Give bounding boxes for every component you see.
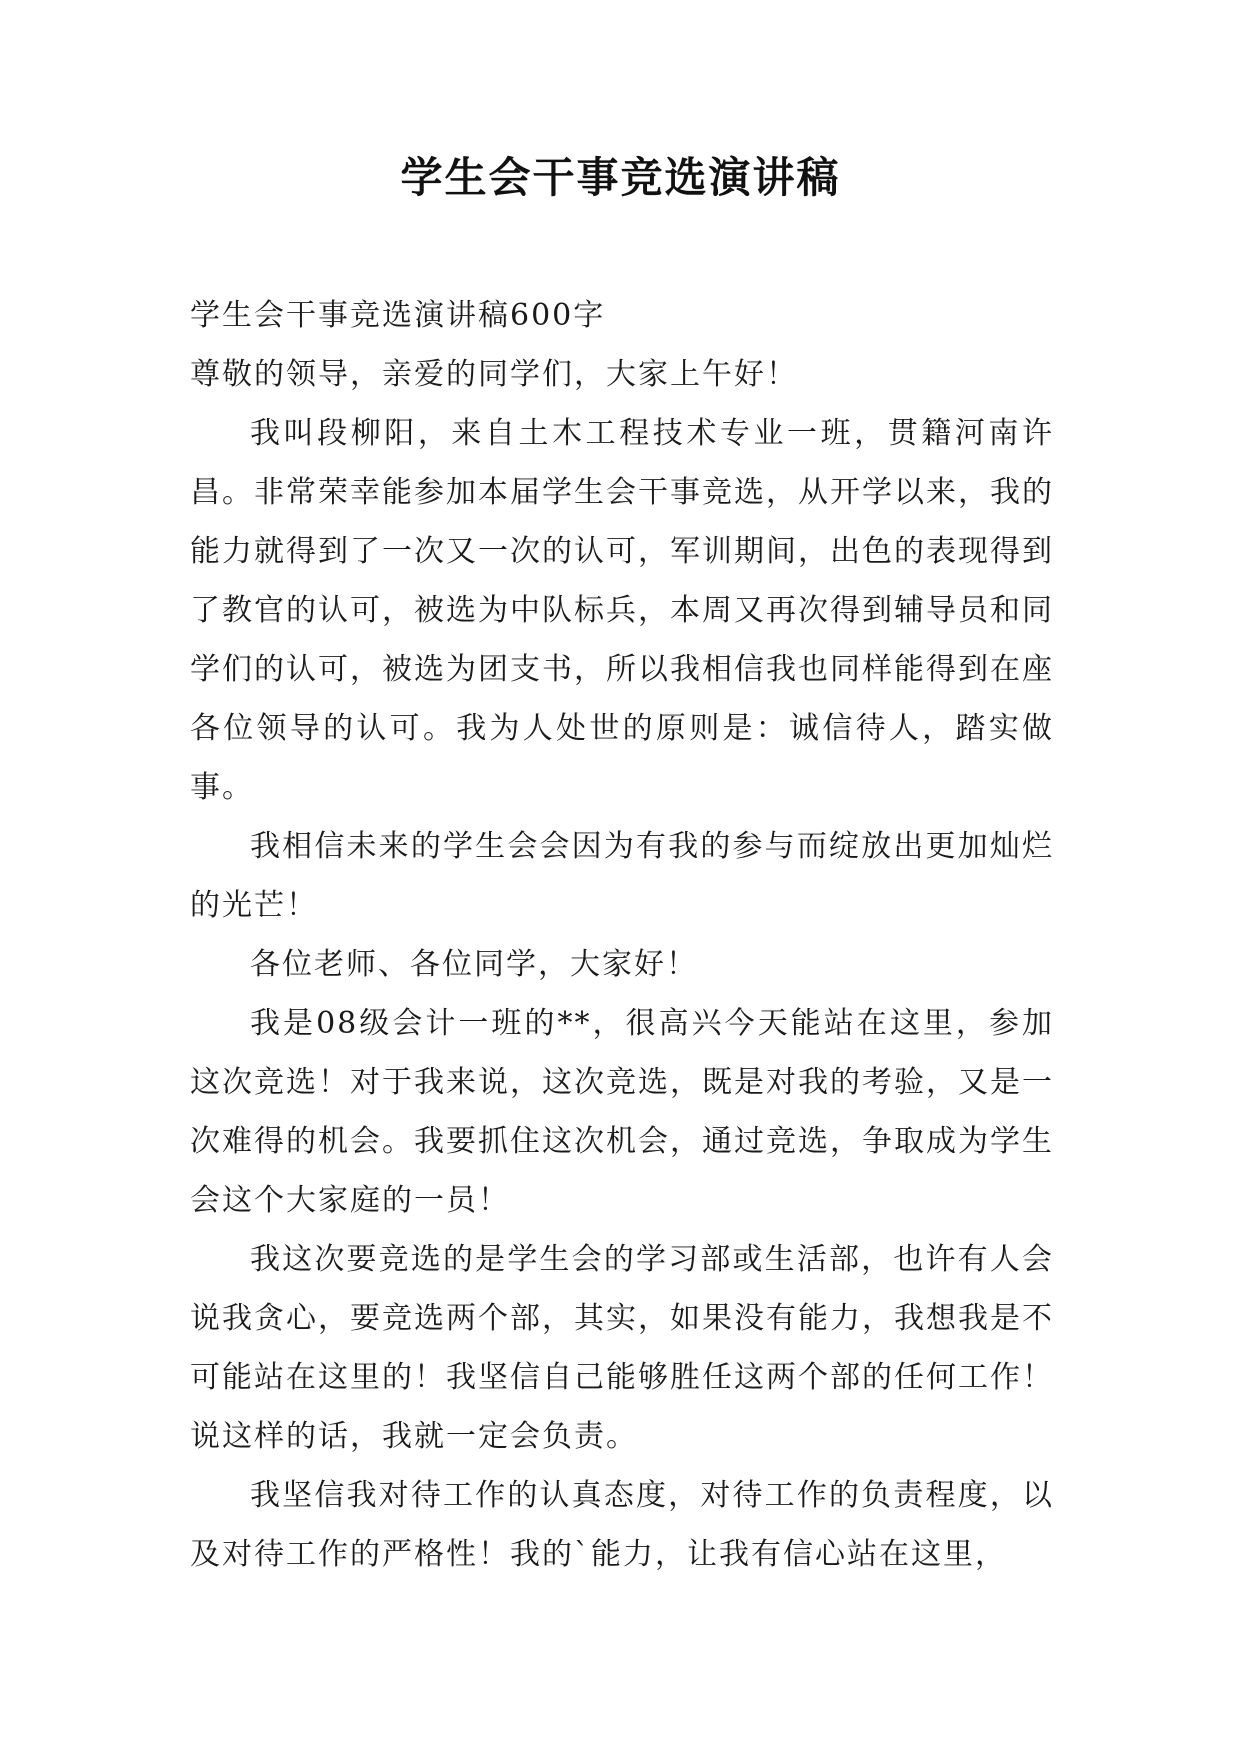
paragraph: 学生会干事竞选演讲稿600字 [190,298,606,333]
paragraph: 各位老师、各位同学，大家好！ [250,947,698,982]
document-title: 学生会干事竞选演讲稿 [400,153,841,202]
paragraph: 我叫段柳阳，来自土木工程技术专业一班，贯籍河南许昌。非常荣幸能参加本届学生会干事竞选，从开学以来，我的能力就得到了一次又一次的认可，军训期间，出色的表现得到了教官的认可，被选为中队标兵，本周又再次得到辅导员和同学们的认可，被选为团支书，所以我相信我也同样能得到在座各位领导的认可。我为人处世的原则是：诚信待人，踏实做事。 [190,416,1054,805]
document-body [190,286,1054,1584]
paragraph: 我坚信我对待工作的认真态度，对待工作的负责程度，以及对待工作的严格性！我的`能力，让我有信心站在这里， [190,1478,1054,1572]
paragraph: 我是08级会计一班的**，很高兴今天能站在这里，参加这次竞选！对于我来说，这次竞选，既是对我的考验，又是一次难得的机会。我要抓住这次机会，通过竞选，争取成为学生会这个大家庭的一员！ [190,1006,1054,1218]
paragraph: 我这次要竞选的是学生会的学习部或生活部，也许有人会说我贪心，要竞选两个部，其实，如果没有能力，我想我是不可能站在这里的！我坚信自己能够胜任这两个部的任何工作！说这样的话，我就一定会负责。 [190,1242,1054,1454]
paragraph: 我相信未来的学生会会因为有我的参与而绽放出更加灿烂的光芒！ [190,829,1054,923]
paragraph: 尊敬的领导，亲爱的同学们，大家上午好！ [190,357,798,392]
